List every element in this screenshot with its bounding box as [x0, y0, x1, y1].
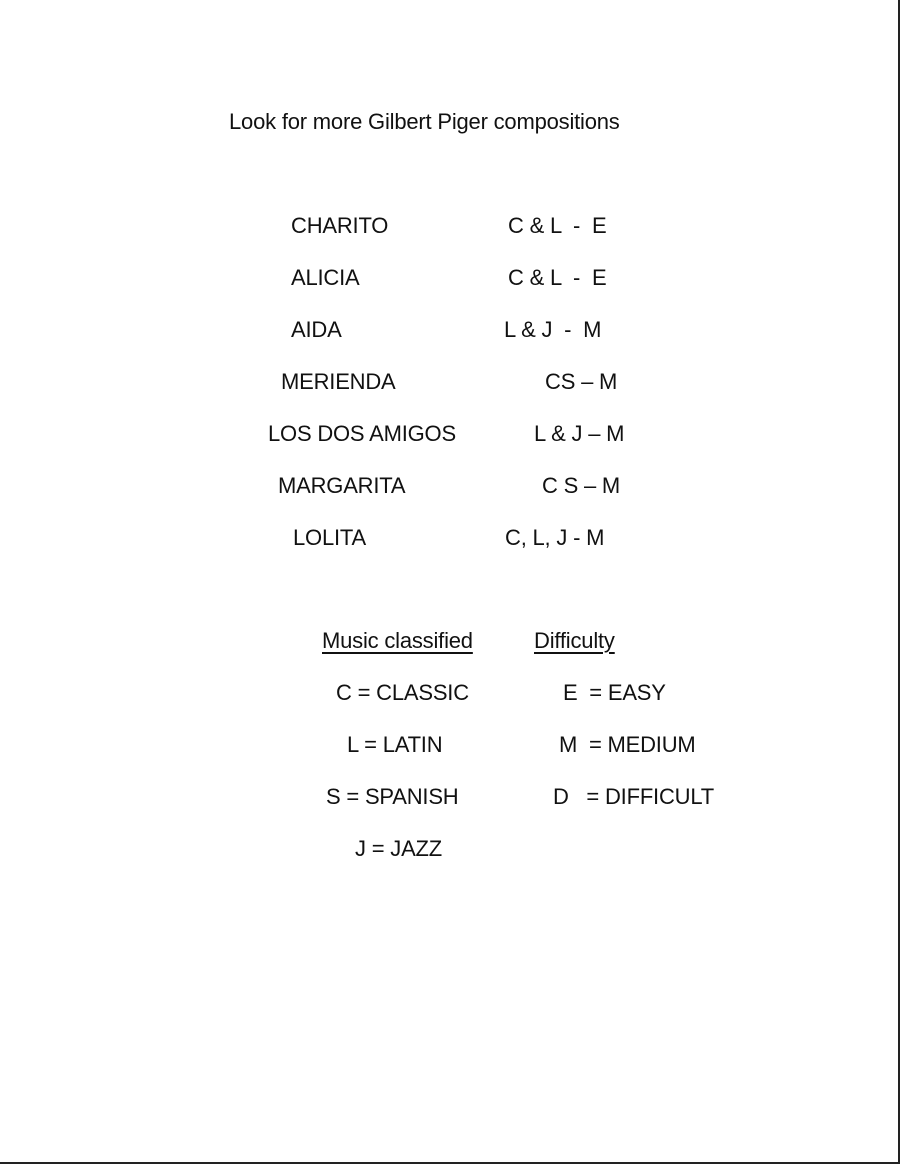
- difficulty-item: D = DIFFICULT: [553, 784, 714, 809]
- composition-code: C & L - E: [508, 265, 607, 290]
- composition-title: MERIENDA: [281, 369, 396, 394]
- composition-code: C S – M: [542, 473, 621, 498]
- difficulty-header: Difficulty: [534, 628, 615, 653]
- composition-code: C, L, J - M: [505, 525, 605, 550]
- composition-code: L & J - M: [504, 317, 602, 342]
- music-classification-item: S = SPANISH: [326, 784, 459, 809]
- composition-code: CS – M: [545, 369, 618, 394]
- composition-code: L & J – M: [534, 421, 625, 446]
- composition-title: AIDA: [291, 317, 342, 342]
- composition-title: CHARITO: [291, 213, 389, 238]
- composition-code: C & L - E: [508, 213, 607, 238]
- music-classification-item: J = JAZZ: [355, 836, 443, 861]
- composition-title: MARGARITA: [278, 473, 406, 498]
- music-classification-item: C = CLASSIC: [336, 680, 469, 705]
- composition-title: LOLITA: [293, 525, 366, 550]
- music-classification-item: L = LATIN: [347, 732, 443, 757]
- composition-title: LOS DOS AMIGOS: [268, 421, 456, 446]
- difficulty-item: E = EASY: [563, 680, 666, 705]
- page-heading: Look for more Gilbert Piger compositions: [229, 109, 620, 134]
- music-classified-header: Music classified: [322, 628, 473, 653]
- composition-title: ALICIA: [291, 265, 360, 290]
- difficulty-item: M = MEDIUM: [559, 732, 696, 757]
